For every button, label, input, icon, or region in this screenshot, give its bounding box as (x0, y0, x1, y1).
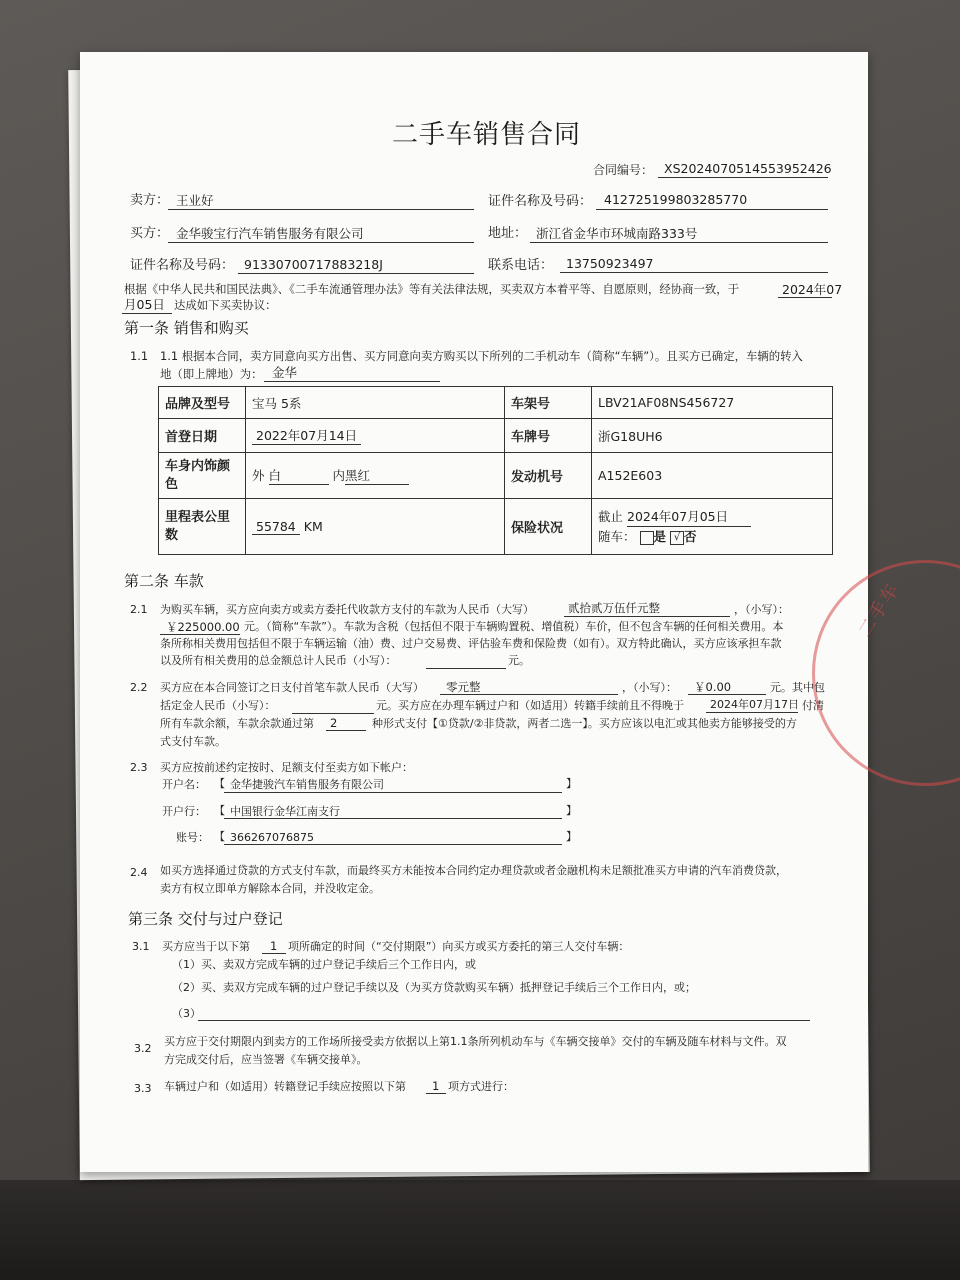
delivery-option-underline (262, 953, 286, 954)
vehicle-row-color (159, 453, 833, 499)
buyer-underline (168, 242, 474, 243)
clause-3-1-item-3-underline (198, 1020, 810, 1021)
intro-date-part-b: 月05日 (124, 297, 165, 312)
account-name-rbracket: 】 (566, 777, 577, 790)
clause-2-1-text-c: 元。（简称“车款”）。车款为含税（包括但不限于车辆购置税、增值税）车价，但不包含车辆的任何相关费用。本 (244, 620, 784, 633)
clause-3-3-text-b: 项方式进行： (448, 1080, 514, 1093)
bank-underline (224, 818, 562, 819)
exterior-color: 白 (269, 466, 329, 485)
vehicle-row-reg (159, 419, 833, 453)
insurance-label: 保险状况 (505, 499, 592, 555)
deposit-underline (292, 713, 374, 714)
buyer-phone-label: 联系电话： (488, 258, 554, 273)
clause-3-3-num: 3.3 (134, 1082, 152, 1095)
clause-3-2-num: 3.2 (134, 1042, 152, 1055)
account-no-value: 366267076875 (230, 831, 314, 844)
document-title: 二手车销售合同 (392, 120, 582, 150)
account-name-label: 开户名： (162, 778, 206, 791)
exterior-prefix: 外 (252, 468, 265, 483)
payoff-date: 2024年07月17日 (710, 698, 799, 711)
follow-no-label: 否 (684, 529, 697, 544)
clause-2-1-text-a: 为购买车辆，买方应向卖方或卖方委托代收款方支付的车款为人民币（大写） (160, 603, 534, 616)
insurance-cell (592, 499, 833, 555)
red-seal-text: 二手车 (854, 578, 905, 641)
intro-date-part-a: 2024年07 (782, 282, 843, 297)
insurance-prefix: 截止 (598, 509, 624, 524)
intro-date-underline-b (122, 313, 172, 314)
clause-2-4-text-b: 卖方有权立即单方解除本合同，并没收定金。 (160, 882, 380, 895)
account-no-label: 账号： (176, 831, 209, 844)
account-name-lbracket: 【 (214, 777, 225, 790)
mileage-value: 55784 (252, 519, 300, 535)
price-lower: ￥225000.00 (166, 620, 240, 634)
interior-prefix: 内 (332, 468, 345, 483)
bank-lbracket: 【 (214, 804, 225, 817)
contract-no-underline (658, 177, 828, 178)
buyer-label: 买方： (130, 226, 170, 241)
clause-2-3-num: 2.3 (130, 761, 148, 774)
reg-date-label: 首登日期 (159, 419, 246, 453)
clause-2-2-text-g: 所有车款余额，车款余款通过第 (160, 717, 314, 730)
clause-3-1-text-b: 项所确定的时间（“交付期限”）向买方或买方委托的第三人交付车辆： (288, 940, 630, 953)
transfer-place-underline (264, 381, 440, 382)
price-lower-underline (160, 634, 240, 635)
clause-2-2-text-h: 种形式支付【①贷款/②非贷款，两者二选一】。买方应该以电汇或其他卖方能够接受的方 (372, 717, 797, 730)
brand-label: 品牌及型号 (159, 387, 246, 419)
intro-date-underline-a (778, 297, 832, 298)
account-name-value: 金华捷骏汽车销售服务有限公司 (230, 778, 384, 791)
buyer-address-value: 浙江省金华市环城南路333号 (536, 226, 698, 241)
seller-id-value: 412725199803285770 (604, 192, 748, 207)
vehicle-row-mileage (159, 499, 833, 555)
clause-2-2-text-f: 付清 (802, 699, 824, 712)
article-2-heading: 第二条 车款 (124, 572, 204, 590)
clause-3-1-text-a: 买方应当于以下第 (162, 940, 250, 953)
buyer-name: 金华骏宝行汽车销售服务有限公司 (176, 226, 364, 241)
clause-2-1-text-e: 以及所有相关费用的总金额总计人民币（小写）： (160, 654, 397, 667)
clause-2-4-num: 2.4 (130, 866, 148, 879)
buyer-id-label: 证件名称及号码： (130, 258, 235, 273)
bank-rbracket: 】 (566, 804, 577, 817)
contract-no-value: XS2024070514553952426 (664, 161, 832, 176)
plate-label: 车牌号 (505, 419, 592, 453)
transfer-option-no: 1 (432, 1079, 440, 1093)
payment-method-no: 2 (330, 716, 338, 730)
vehicle-row-brand (159, 387, 833, 419)
clause-2-2-text-c: 元。其中包 (770, 681, 825, 694)
down-payment-upper: 零元整 (446, 680, 481, 694)
vin-label: 车架号 (505, 387, 592, 419)
buyer-address-underline (530, 242, 828, 243)
account-name-underline (224, 792, 562, 793)
article-3-heading: 第三条 交付与过户登记 (128, 910, 283, 928)
down-payment-upper-underline (440, 694, 618, 695)
down-payment-lower-underline (688, 694, 766, 695)
seller-label: 卖方： (130, 193, 170, 208)
bank-label: 开户行： (162, 805, 206, 818)
brand-value: 宝马 5系 (246, 387, 505, 419)
clause-2-2-text-a: 买方应在本合同签订之日支付首笔车款人民币（大写） (160, 681, 424, 694)
interior-color: 黑红 (345, 466, 409, 485)
clause-3-2-text-b: 方完成交付后，应当签署《车辆交接单》。 (164, 1053, 368, 1066)
clause-3-1-item-3: （3） (172, 1007, 201, 1020)
plate-value: 浙G18UH6 (592, 419, 833, 453)
follow-yes-label: 是 (653, 529, 667, 544)
total-amount-underline (426, 668, 506, 669)
clause-2-1-text-f: 元。 (508, 654, 530, 667)
clause-1-1-text-1: 1.1 根据本合同，卖方同意向买方出售、买方同意向卖方购买以下所列的二手机动车（简称“车辆”）。且买方已确定，车辆的转入 (160, 349, 803, 363)
clause-1-1-num: 1.1 (130, 349, 149, 363)
buyer-id-value: 91330700717883218J (244, 257, 383, 272)
buyer-address-label: 地址： (488, 226, 528, 241)
follow-label: 随车： (598, 529, 636, 544)
color-cell (246, 453, 505, 499)
clause-2-3-text-a: 买方应按前述约定按时、足额支付至卖方如下帐户： (160, 761, 413, 774)
clause-3-2-text-a: 买方应于交付期限内到卖方的工作场所接受卖方依据以上第1.1条所列机动车与《车辆交接单》交付的车辆及随车材料与文件。双 (164, 1035, 787, 1048)
bank-value: 中国银行金华江南支行 (230, 805, 340, 818)
clause-3-1-num: 3.1 (132, 940, 150, 953)
reg-date-cell (246, 419, 505, 453)
account-no-lbracket: 【 (214, 830, 225, 843)
follow-no-checkbox[interactable]: √ (670, 531, 684, 545)
account-no-rbracket: 】 (566, 830, 577, 843)
clause-3-3-text-a: 车辆过户和（如适用）转籍登记手续应按照以下第 (164, 1080, 406, 1093)
clause-1-1-text-2: 地（即上牌地）为： (160, 367, 263, 381)
buyer-id-underline (238, 273, 474, 274)
floor-background (0, 1180, 960, 1280)
payoff-date-underline (706, 712, 798, 713)
transfer-place: 金华 (272, 365, 298, 380)
seller-id-label: 证件名称及号码： (488, 194, 593, 209)
clause-2-2-text-e: 元。买方应在办理车辆过户和（如适用）转籍手续前且不得晚于 (376, 699, 684, 712)
account-no-underline (224, 844, 562, 845)
mileage-cell (246, 499, 505, 555)
intro-line-2: 达成如下买卖协议： (174, 298, 277, 312)
contract-no-label: 合同编号： (593, 163, 654, 177)
down-payment-lower: ￥0.00 (694, 680, 732, 694)
reg-date-value: 2022年07月14日 (252, 426, 361, 445)
clause-3-1-item-1: （1）买、卖双方完成车辆的过户登记手续后三个工作日内，或 (172, 958, 476, 971)
clause-2-1-text-b: ，（小写）： (734, 603, 789, 616)
seller-name: 王业好 (176, 193, 214, 208)
mileage-unit: KM (303, 518, 323, 534)
delivery-option-no: 1 (270, 939, 278, 953)
price-upper-underline (564, 616, 730, 617)
clause-2-2-text-b: ，（小写）： (622, 681, 677, 694)
clause-2-2-text-d: 括定金人民币（小写）： (160, 699, 276, 712)
price-upper: 贰拾贰万伍仟元整 (568, 601, 660, 615)
buyer-phone-underline (560, 272, 828, 273)
engine-label: 发动机号 (505, 453, 592, 499)
vehicle-info-table (158, 386, 833, 555)
seller-id-underline (596, 209, 828, 210)
seller-underline (168, 209, 474, 210)
mileage-label: 里程表公里数 (159, 499, 246, 555)
follow-yes-checkbox[interactable] (640, 531, 654, 545)
transfer-option-underline (426, 1093, 446, 1094)
clause-2-2-text-i: 式支付车款。 (160, 735, 226, 748)
clause-3-1-item-2: （2）买、卖双方完成车辆的过户登记手续以及（为买方贷款购买车辆）抵押登记手续后三个工作日内，或； (172, 981, 696, 994)
clause-2-1-num: 2.1 (130, 603, 148, 616)
payment-method-underline (326, 730, 366, 731)
clause-2-2-num: 2.2 (130, 681, 148, 694)
insurance-date: 2024年07月05日 (627, 507, 751, 527)
article-1-heading: 第一条 销售和购买 (124, 319, 249, 337)
buyer-phone-value: 13750923497 (566, 256, 654, 271)
intro-line-1: 根据《中华人民共和国民法典》、《二手车流通管理办法》等有关法律法规，买卖双方本着平等、自愿原则，经协商一致，于 (124, 282, 740, 296)
color-label: 车身内饰颜色 (159, 453, 246, 499)
vin-value: LBV21AF08NS456727 (592, 387, 833, 419)
clause-2-1-text-d: 条所称相关费用包括但不限于车辆运输（油）费、过户交易费、评估验车费和保险费（如有）。双方特此确认，买方应该承担车款 (160, 637, 782, 650)
clause-2-4-text-a: 如买方选择通过贷款的方式支付车款，而最终买方未能按本合同约定办理贷款或者金融机构未足额批准买方申请的汽车消费贷款， (160, 864, 787, 877)
engine-value: A152E603 (592, 453, 833, 499)
